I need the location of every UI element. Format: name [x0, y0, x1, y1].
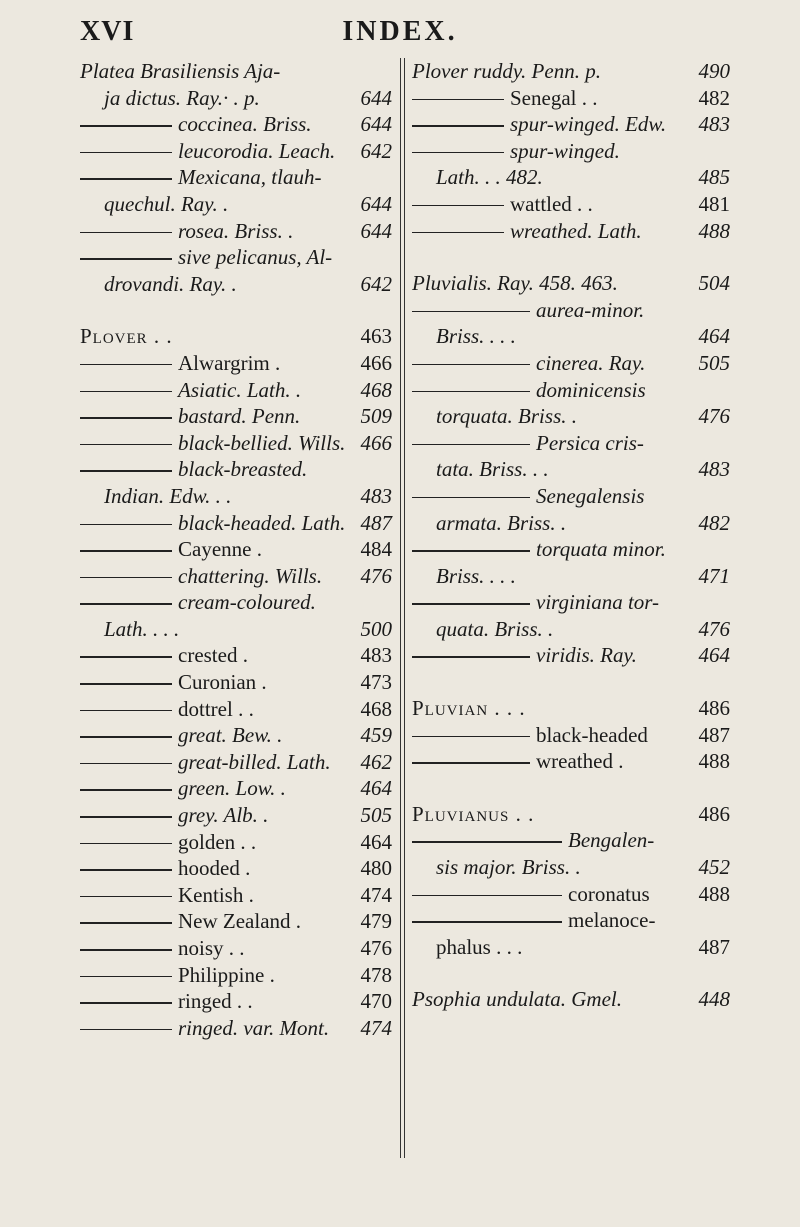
entry-text: great. Bew. .	[178, 723, 283, 748]
entry-text: great-billed. Lath.	[178, 749, 331, 774]
entry-text: Bengalen-	[568, 828, 655, 853]
entry-page-number: 644	[360, 112, 392, 137]
ditto-dash	[412, 391, 530, 393]
index-entry	[80, 722, 392, 749]
entry-text: Pluvianus . .	[412, 801, 535, 826]
ditto-dash	[412, 311, 530, 313]
ditto-dash	[412, 762, 530, 764]
left-column	[80, 58, 392, 1208]
entry-text: virginiana tor-	[536, 590, 660, 615]
index-entry	[412, 270, 730, 297]
entry-page-number: 470	[360, 989, 392, 1014]
index-entry	[80, 111, 392, 138]
entry-text: chattering. Wills.	[178, 563, 323, 588]
entry-text: Briss. . . .	[436, 324, 516, 349]
entry-text: dottrel . .	[178, 696, 254, 721]
entry-text: Indian. Edw. . .	[104, 483, 232, 508]
entry-page-number: 500	[360, 616, 392, 641]
index-entry	[80, 271, 392, 298]
index-entry	[412, 323, 730, 350]
entry-text: New Zealand .	[178, 909, 302, 934]
ditto-dash	[80, 656, 172, 658]
ditto-dash	[412, 497, 530, 499]
entry-page-number: 476	[360, 936, 392, 960]
ditto-dash	[412, 444, 530, 446]
entry-text: ringed . .	[178, 989, 253, 1014]
ditto-dash	[80, 364, 172, 366]
ditto-dash	[80, 524, 172, 526]
ditto-dash	[80, 683, 172, 685]
ditto-dash	[412, 364, 530, 366]
entry-page-number: 474	[360, 882, 392, 907]
entry-text: Mexicana, tlauh-	[178, 165, 322, 190]
index-entry	[80, 536, 392, 563]
entry-text: coccinea. Briss.	[178, 112, 312, 137]
entry-page-number: 476	[698, 404, 730, 429]
entry-page-number: 481	[698, 191, 730, 216]
index-entry	[80, 377, 392, 404]
ditto-dash	[412, 656, 530, 658]
entry-text: dominicensis	[536, 377, 646, 402]
index-entry	[80, 962, 392, 989]
entry-text: Cayenne .	[178, 537, 262, 562]
ditto-dash	[80, 550, 172, 552]
index-entry	[80, 456, 392, 483]
entry-page-number: 448	[698, 987, 730, 1012]
index-entry	[80, 58, 392, 85]
entry-text: Curonian .	[178, 670, 267, 695]
entry-page-number: 463	[360, 324, 392, 349]
entry-text: ja dictus. Ray.· . p.	[104, 85, 260, 110]
index-entry	[80, 1015, 392, 1042]
index-entry	[80, 855, 392, 882]
ditto-dash	[80, 152, 172, 154]
entry-page-number: 466	[360, 350, 392, 375]
ditto-dash	[80, 470, 172, 472]
ditto-dash	[412, 205, 504, 207]
ditto-dash	[80, 869, 172, 871]
ditto-dash	[412, 232, 504, 234]
entry-page-number: 483	[360, 643, 392, 668]
index-entry	[412, 616, 730, 643]
ditto-dash	[80, 417, 172, 419]
index-entry	[80, 988, 392, 1015]
entry-text: leucorodia. Leach.	[178, 138, 336, 163]
index-entry	[412, 986, 730, 1013]
index-entry	[80, 935, 392, 962]
entry-text: Platea Brasiliensis Aja-	[80, 59, 281, 83]
index-entry	[80, 616, 392, 643]
ditto-dash	[80, 789, 172, 791]
index-entry	[412, 85, 730, 112]
entry-page-number: 483	[698, 112, 730, 137]
entry-page-number: 464	[360, 776, 392, 801]
right-column	[412, 58, 730, 1208]
entry-page-number: 474	[360, 1015, 392, 1040]
entry-page-number: 462	[360, 749, 392, 774]
index-entry	[412, 854, 730, 881]
index-entry	[80, 191, 392, 218]
ditto-dash	[80, 577, 172, 579]
index-entry	[412, 881, 730, 908]
index-entry	[412, 191, 730, 218]
ditto-dash	[80, 896, 172, 898]
index-entry	[412, 642, 730, 669]
ditto-dash	[80, 1002, 172, 1004]
index-entry	[412, 218, 730, 245]
ditto-dash	[80, 258, 172, 260]
entry-text: drovandi. Ray. .	[104, 271, 237, 296]
entry-page-number: 478	[360, 962, 392, 987]
index-entry	[80, 430, 392, 457]
entry-text: Plover ruddy. Penn. p.	[412, 59, 601, 83]
index-entry	[412, 350, 730, 377]
entry-text: black-bellied. Wills.	[178, 430, 346, 455]
index-entry	[412, 297, 730, 324]
ditto-dash	[80, 922, 172, 924]
index-entry	[80, 882, 392, 909]
entry-text: cream-coloured.	[178, 590, 316, 615]
entry-page-number: 509	[360, 404, 392, 429]
index-entry	[80, 218, 392, 245]
index-entry	[412, 748, 730, 775]
ditto-dash	[80, 976, 172, 978]
entry-page-number: 484	[360, 537, 392, 562]
index-entry	[412, 589, 730, 616]
index-entry	[80, 589, 392, 616]
entry-page-number: 485	[698, 165, 730, 190]
entry-text: grey. Alb. .	[178, 803, 269, 828]
index-entry	[412, 138, 730, 165]
entry-text: sis major. Briss. .	[436, 855, 581, 880]
entry-text: Psophia undulata. Gmel.	[412, 987, 622, 1012]
entry-text: armata. Briss. .	[436, 510, 567, 535]
entry-text: black-breasted.	[178, 457, 308, 482]
entry-text: bastard. Penn.	[178, 404, 301, 429]
entry-text: golden . .	[178, 829, 257, 854]
index-entry	[412, 695, 730, 722]
entry-page-number: 642	[360, 271, 392, 296]
entry-page-number: 505	[698, 350, 730, 375]
page-header	[0, 16, 800, 50]
index-entry	[80, 642, 392, 669]
ditto-dash	[80, 603, 172, 605]
index-entry	[80, 802, 392, 829]
ditto-dash	[80, 178, 172, 180]
index-entry	[80, 403, 392, 430]
entry-text: Asiatic. Lath. .	[178, 377, 302, 402]
entry-text: green. Low. .	[178, 776, 286, 801]
ditto-dash	[412, 603, 530, 605]
entry-text: phalus . . .	[436, 934, 523, 959]
ditto-dash	[80, 949, 172, 951]
entry-text: Philippine .	[178, 962, 275, 987]
index-entry	[80, 829, 392, 856]
entry-page-number: 490	[698, 59, 730, 83]
index-entry	[412, 403, 730, 430]
entry-text: Pluvian . . .	[412, 696, 526, 721]
entry-page-number: 504	[698, 271, 730, 296]
entry-page-number: 476	[360, 563, 392, 588]
index-entry	[80, 244, 392, 271]
index-entry	[412, 510, 730, 537]
entry-page-number: 486	[698, 696, 730, 721]
entry-text: Briss. . . .	[436, 563, 516, 588]
ditto-dash	[80, 710, 172, 712]
entry-text: torquata minor.	[536, 537, 666, 562]
entry-text: Senegal . .	[510, 85, 598, 110]
index-entry	[80, 350, 392, 377]
entry-text: rosea. Briss. .	[178, 218, 294, 243]
entry-text: ringed. var. Mont.	[178, 1015, 330, 1040]
entry-page-number: 476	[698, 616, 730, 641]
entry-page-number: 487	[698, 722, 730, 747]
entry-page-number: 468	[360, 696, 392, 721]
index-entry	[80, 775, 392, 802]
index-entry	[412, 164, 730, 191]
index-entry	[412, 801, 730, 828]
entry-text: melanoce-	[568, 908, 656, 933]
ditto-dash	[412, 550, 530, 552]
ditto-dash	[80, 736, 172, 738]
entry-page-number: 488	[698, 218, 730, 243]
ditto-dash	[80, 444, 172, 446]
ditto-dash	[80, 843, 172, 845]
entry-page-number: 644	[360, 85, 392, 110]
entry-text: coronatus	[568, 881, 650, 906]
entry-page-number: 480	[360, 856, 392, 881]
entry-text: Lath. . . 482.	[436, 165, 543, 190]
ditto-dash	[80, 391, 172, 393]
index-entry	[412, 58, 730, 85]
ditto-dash	[80, 1029, 172, 1031]
entry-page-number: 487	[360, 510, 392, 535]
entry-text: wattled . .	[510, 191, 593, 216]
entry-page-number: 482	[698, 85, 730, 110]
entry-page-number: 473	[360, 670, 392, 695]
entry-text: crested .	[178, 643, 248, 668]
page-title: INDEX.	[342, 16, 458, 47]
entry-page-number: 488	[698, 749, 730, 774]
index-entry	[80, 908, 392, 935]
index-entry	[80, 563, 392, 590]
entry-page-number: 459	[360, 723, 392, 748]
entry-text: torquata. Briss. .	[436, 404, 577, 429]
entry-page-number: 488	[698, 881, 730, 906]
index-entry	[412, 430, 730, 457]
ditto-dash	[80, 763, 172, 765]
entry-page-number: 471	[698, 563, 730, 588]
ditto-dash	[80, 816, 172, 818]
index-entry	[80, 85, 392, 112]
index-entry	[80, 164, 392, 191]
entry-page-number: 482	[698, 510, 730, 535]
entry-page-number: 642	[360, 138, 392, 163]
entry-text: noisy . .	[178, 936, 245, 960]
ditto-dash	[412, 921, 562, 923]
ditto-dash	[412, 841, 562, 843]
index-entry	[80, 138, 392, 165]
index-entry	[412, 934, 730, 961]
ditto-dash	[80, 232, 172, 234]
entry-page-number: 452	[698, 855, 730, 880]
entry-page-number: 644	[360, 191, 392, 216]
entry-page-number: 466	[360, 430, 392, 455]
entry-text: hooded .	[178, 856, 251, 881]
entry-text: Plover . .	[80, 324, 173, 349]
index-entry	[80, 669, 392, 696]
index-entry	[412, 377, 730, 404]
entry-text: wreathed. Lath.	[510, 218, 642, 243]
entry-page-number: 479	[360, 909, 392, 934]
entry-text: black-headed. Lath.	[178, 510, 346, 535]
index-entry	[412, 536, 730, 563]
index-entry	[412, 483, 730, 510]
ditto-dash	[412, 125, 504, 127]
index-entry	[412, 563, 730, 590]
index-entry	[412, 827, 730, 854]
entry-page-number: 505	[360, 803, 392, 828]
entry-text: spur-winged.	[510, 138, 620, 163]
entry-page-number: 644	[360, 218, 392, 243]
entry-text: Kentish .	[178, 882, 254, 907]
entry-page-number: 483	[698, 457, 730, 482]
ditto-dash	[412, 736, 530, 738]
entry-text: tata. Briss. . .	[436, 457, 549, 482]
entry-text: aurea-minor.	[536, 297, 645, 322]
index-entry	[412, 907, 730, 934]
entry-text: quata. Briss. .	[436, 616, 554, 641]
index-entry	[80, 749, 392, 776]
entry-text: Alwargrim .	[178, 350, 281, 375]
ditto-dash	[80, 125, 172, 127]
entry-text: cinerea. Ray.	[536, 350, 646, 375]
entry-page-number: 464	[698, 643, 730, 668]
entry-text: black-headed	[536, 722, 648, 747]
entry-text: Pluvialis. Ray. 458. 463.	[412, 271, 618, 296]
page-number: XVI	[80, 16, 135, 47]
entry-text: Senegalensis	[536, 483, 645, 508]
ditto-dash	[412, 99, 504, 101]
index-entry	[80, 483, 392, 510]
entry-page-number: 464	[360, 829, 392, 854]
entry-page-number: 483	[360, 483, 392, 508]
entry-text: quechul. Ray. .	[104, 191, 229, 216]
entry-page-number: 468	[360, 377, 392, 402]
index-entry	[412, 722, 730, 749]
ditto-dash	[412, 895, 562, 897]
entry-text: viridis. Ray.	[536, 643, 637, 668]
entry-text: Persica cris-	[536, 430, 644, 455]
index-columns	[80, 58, 730, 1208]
entry-text: Lath. . . .	[104, 616, 180, 641]
ditto-dash	[412, 152, 504, 154]
entry-text: spur-winged. Edw.	[510, 112, 667, 137]
entry-text: wreathed .	[536, 749, 624, 774]
index-entry	[80, 696, 392, 723]
entry-page-number: 486	[698, 801, 730, 826]
entry-page-number: 464	[698, 324, 730, 349]
index-entry	[412, 456, 730, 483]
index-entry	[80, 323, 392, 350]
entry-text: sive pelicanus, Al-	[178, 245, 333, 270]
entry-page-number: 487	[698, 934, 730, 959]
index-entry	[80, 510, 392, 537]
index-entry	[412, 111, 730, 138]
